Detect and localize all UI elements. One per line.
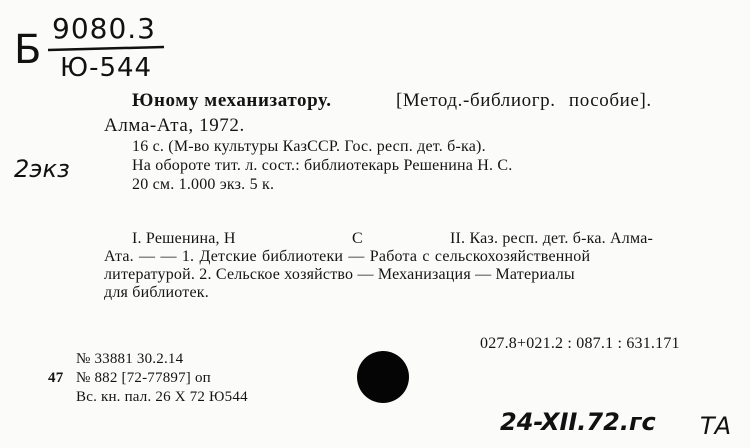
initials: ТА bbox=[700, 412, 732, 440]
accession-line-3: Вс. кн. пал. 26 X 72 Ю544 bbox=[76, 389, 248, 405]
punch-hole bbox=[357, 351, 409, 403]
tracing-author: I. Решенина, Н bbox=[132, 230, 236, 247]
tracing-subjects-1: Ата. — — 1. Детские библиотеки — Работа с сельскохозяйственной bbox=[104, 248, 591, 265]
copies-note: 2экз bbox=[14, 155, 70, 183]
title-main: Юному механизатору. bbox=[132, 90, 332, 111]
accession-line-1: № 33881 30.2.14 bbox=[76, 351, 184, 367]
accession-prefix: 47 bbox=[48, 370, 64, 386]
shelfmark-top: 9080.3 bbox=[52, 12, 156, 45]
title-description: [Метод.-библиогр. пособие]. bbox=[396, 90, 652, 111]
note-verso: На обороте тит. л. сост.: библиотекарь Решенина Н. С. bbox=[132, 157, 513, 174]
title-line bbox=[132, 90, 332, 112]
shelfmark-prefix: Б bbox=[14, 27, 42, 73]
accession-line-2: № 882 [72-77897] оп bbox=[76, 370, 211, 386]
classification-index: 027.8+021.2 : 087.1 : 631.171 bbox=[480, 335, 680, 352]
tracing-author-initial: С bbox=[352, 230, 363, 247]
tracing-subjects-3: для библиотек. bbox=[104, 284, 209, 301]
note-collation: 16 с. (М-во культуры КазССР. Гос. респ. дет. б-ка). bbox=[132, 138, 486, 155]
note-size-price: 20 см. 1.000 экз. 5 к. bbox=[132, 176, 275, 193]
imprint: Алма-Ата, 1972. bbox=[104, 115, 245, 136]
tracing-corporate: II. Каз. респ. дет. б-ка. Алма- bbox=[450, 230, 654, 247]
tracing-subjects-2: литературой. 2. Сельское хозяйство — Механизация — Материалы bbox=[104, 266, 575, 283]
shelfmark-bottom: Ю-544 bbox=[60, 53, 153, 83]
handwritten-date: 24-XII.72.гс bbox=[500, 408, 656, 436]
